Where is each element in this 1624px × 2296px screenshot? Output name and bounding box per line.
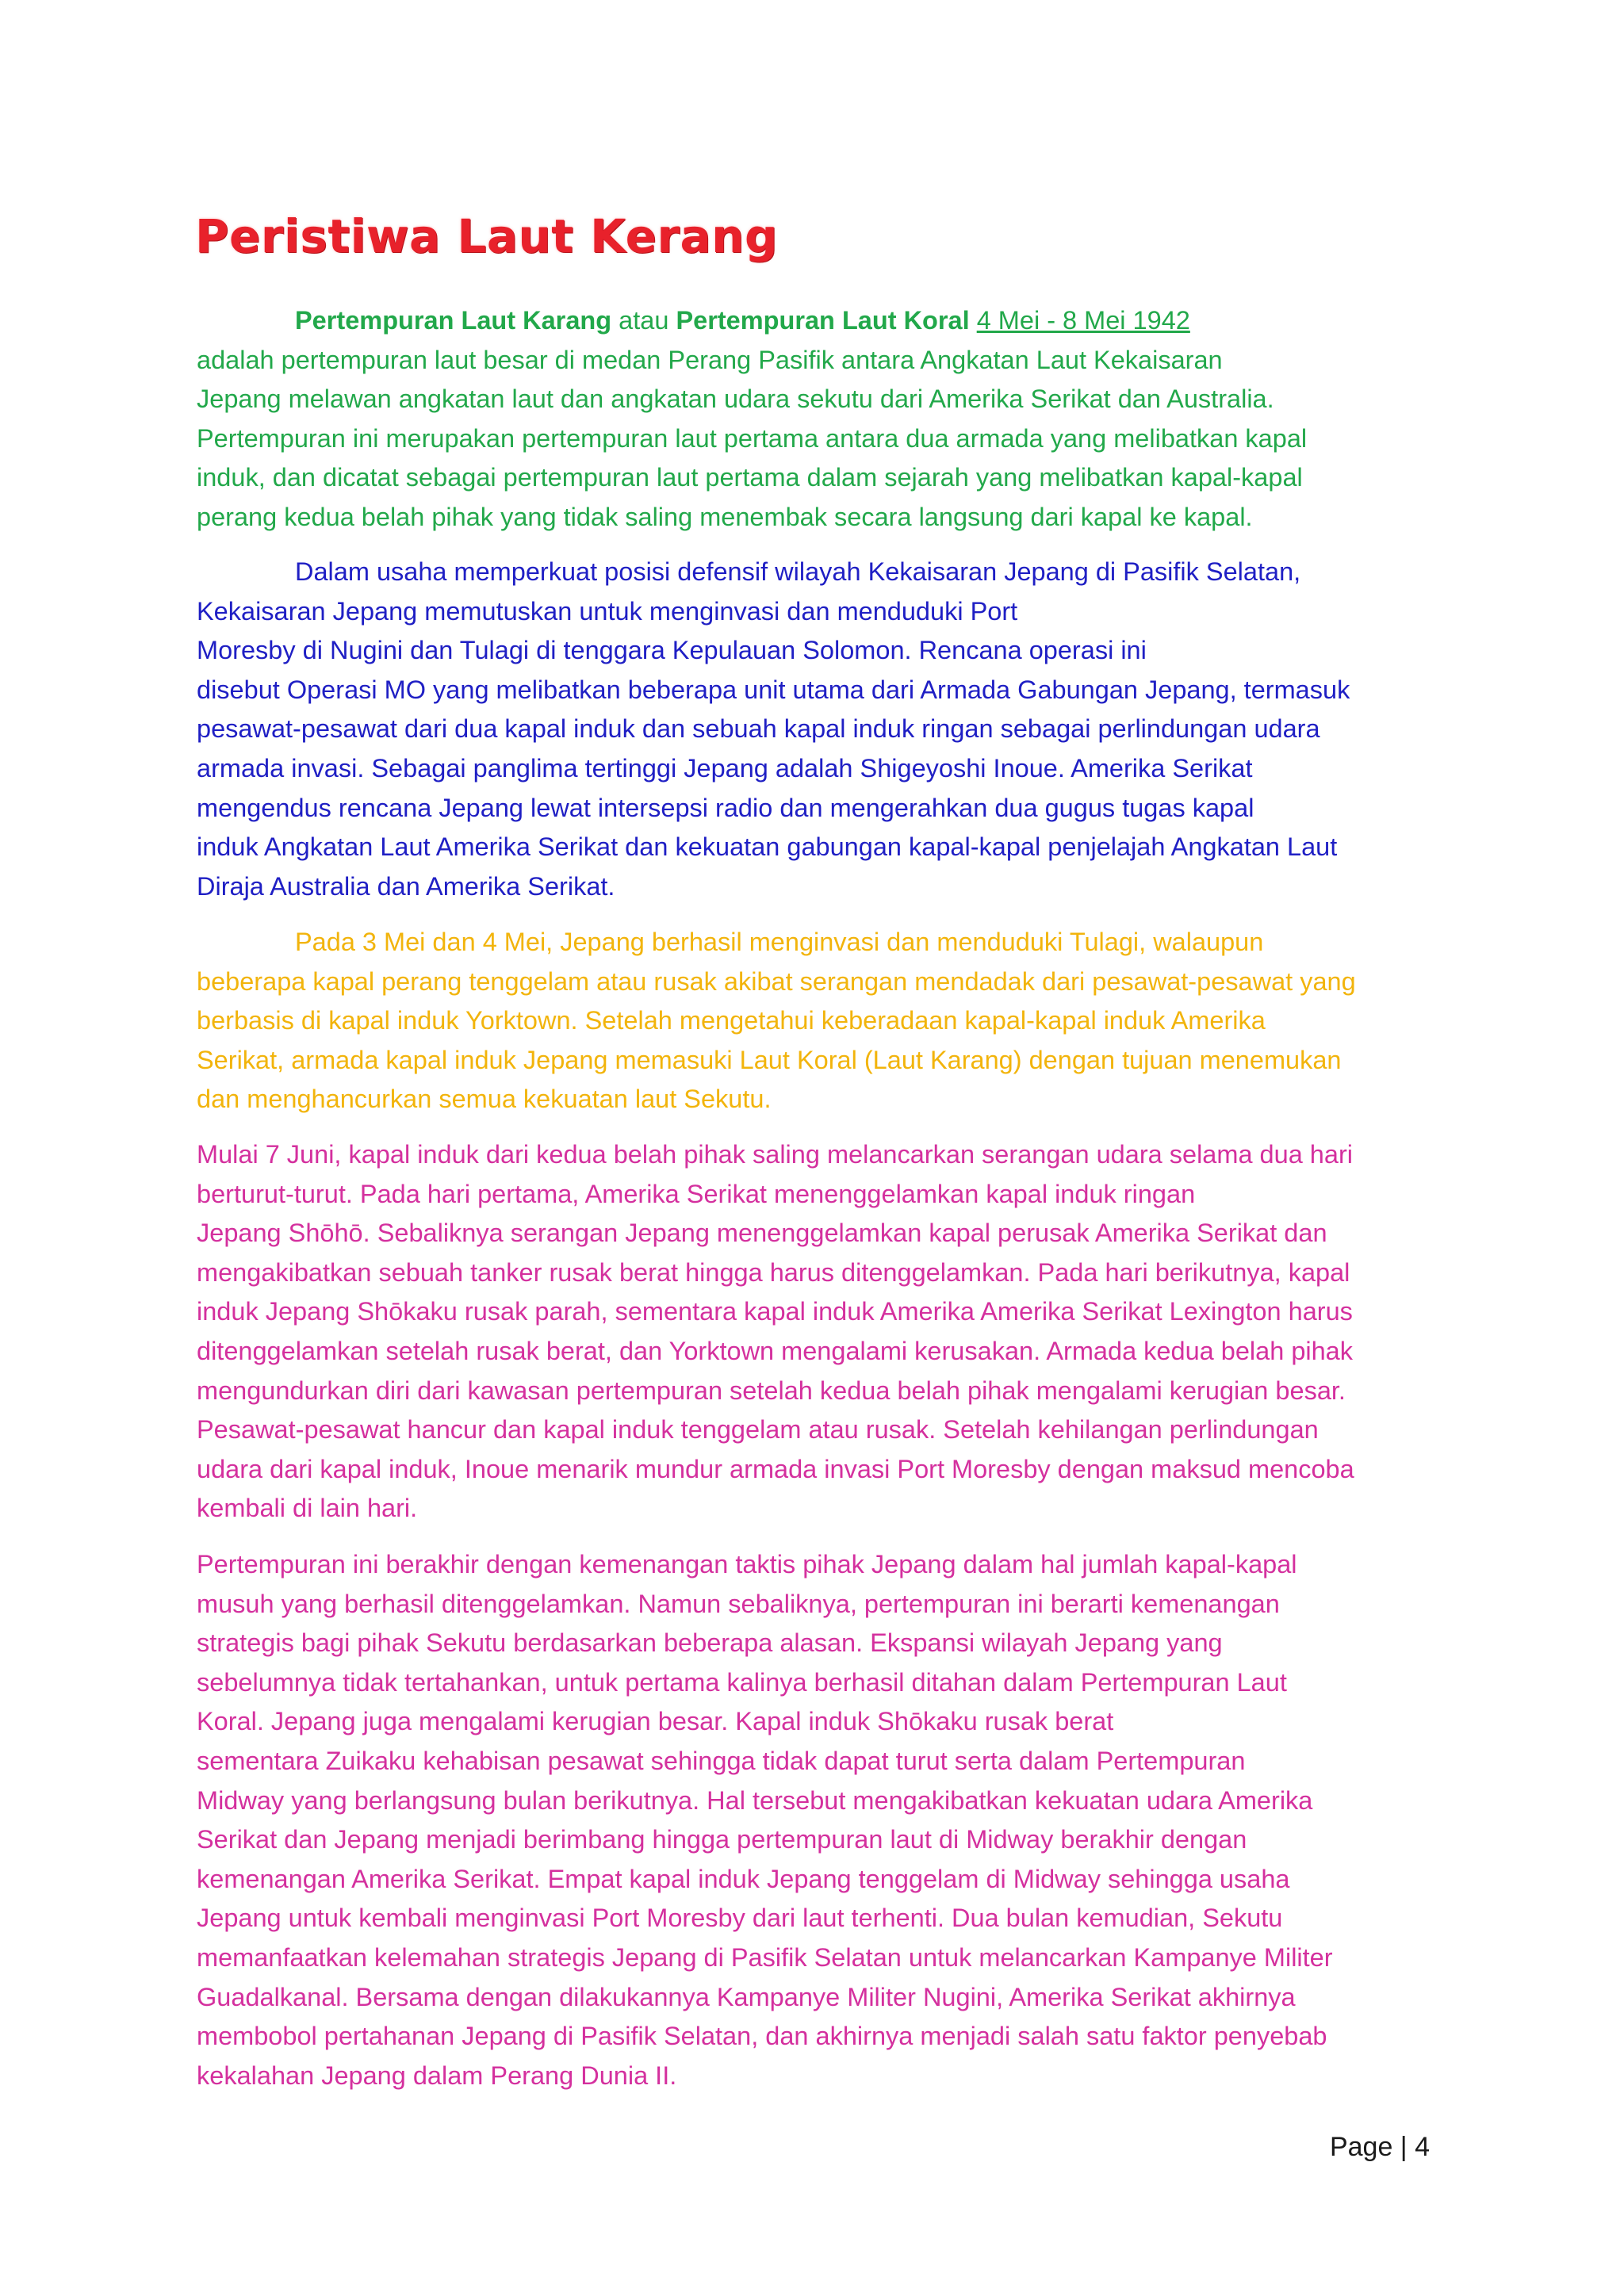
paragraph-line: Diraja Australia dan Amerika Serikat. — [197, 871, 615, 901]
paragraph-line: induk Jepang Shōkaku rusak parah, sementara kapal induk Amerika Amerika Serikat Lexington harus — [197, 1297, 1353, 1326]
paragraph-line: mengundurkan diri dari kawasan pertempuran setelah kedua belah pihak mengalami kerugian besar. — [197, 1376, 1346, 1405]
paragraph-line: Moresby di Nugini dan Tulagi di tenggara Kepulauan Solomon. Rencana operasi ini — [197, 636, 1147, 665]
connector-text: atau — [611, 306, 676, 335]
paragraph-line: pesawat-pesawat dari dua kapal induk dan sebuah kapal induk ringan sebagai perlindungan udara — [197, 714, 1320, 744]
paragraph-line: udara dari kapal induk, Inoue menarik mundur armada invasi Port Moresby dengan maksud mencoba — [197, 1454, 1354, 1483]
paragraph-line: Mulai 7 Juni, kapal induk dari kedua belah pihak saling melancarkan serangan udara selama dua hari — [197, 1140, 1353, 1169]
paragraph-line: Pertempuran ini merupakan pertempuran laut pertama antara dua armada yang melibatkan kapal — [197, 423, 1308, 453]
paragraph-2 — [197, 553, 1434, 906]
paragraph-5 — [197, 1545, 1434, 2095]
paragraph-line — [197, 301, 1434, 341]
paragraph-line: sementara Zuikaku kehabisan pesawat sehingga tidak dapat turut serta dalam Pertempuran — [197, 1746, 1246, 1775]
battle-name-karang: Pertempuran Laut Karang — [295, 306, 612, 335]
page-number: Page | 4 — [1329, 2132, 1430, 2162]
paragraph-line: Serikat dan Jepang menjadi berimbang hingga pertempuran laut di Midway berakhir dengan — [197, 1825, 1247, 1854]
paragraph-line: Midway yang berlangsung bulan berikutnya. Hal tersebut mengakibatkan kekuatan udara Amerika — [197, 1785, 1313, 1815]
paragraph-line: dan menghancurkan semua kekuatan laut Sekutu. — [197, 1085, 772, 1114]
paragraph-4 — [197, 1135, 1434, 1529]
space-text — [970, 306, 977, 335]
paragraph-line: strategis bagi pihak Sekutu berdasarkan beberapa alasan. Ekspansi wilayah Jepang yang — [197, 1628, 1223, 1658]
paragraph-line: berturut-turut. Pada hari pertama, Amerika Serikat menenggelamkan kapal induk ringan — [197, 1179, 1196, 1208]
paragraph-line: Pada 3 Mei dan 4 Mei, Jepang berhasil menginvasi dan menduduki Tulagi, walaupun — [295, 928, 1264, 956]
battle-date-link[interactable]: 4 Mei - 8 Mei 1942 — [976, 306, 1190, 335]
paragraph-line: ditenggelamkan setelah rusak berat, dan Yorktown mengalami kerusakan. Armada kedua belah pihak — [197, 1336, 1354, 1365]
paragraph-line: beberapa kapal perang tenggelam atau rusak akibat serangan mendadak dari pesawat-pesawat yang — [197, 966, 1356, 996]
paragraph-line: Guadalkanal. Bersama dengan dilakukannya Kampanye Militer Nugini, Amerika Serikat akhirnya — [197, 1982, 1296, 2011]
paragraph-line: perang kedua belah pihak yang tidak saling menembak secara langsung dari kapal ke kapal. — [197, 502, 1253, 531]
paragraph-line: disebut Operasi MO yang melibatkan beberapa unit utama dari Armada Gabungan Jepang, termasuk — [197, 675, 1350, 704]
paragraph-line: musuh yang berhasil ditenggelamkan. Namun sebaliknya, pertempuran ini berarti kemenangan — [197, 1589, 1280, 1618]
paragraph-line: Jepang Shōhō. Sebaliknya serangan Jepang menenggelamkan kapal perusak Amerika Serikat dan — [197, 1219, 1327, 1248]
paragraph-1 — [197, 301, 1434, 538]
paragraph-line: kemenangan Amerika Serikat. Empat kapal induk Jepang tenggelam di Midway sehingga usaha — [197, 1864, 1290, 1893]
paragraph-line: membobol pertahanan Jepang di Pasifik Selatan, dan akhirnya menjadi salah satu faktor penyebab — [197, 2022, 1327, 2051]
paragraph-line: induk, dan dicatat sebagai pertempuran laut pertama dalam sejarah yang melibatkan kapal-kapal — [197, 463, 1303, 492]
paragraph-line: mengendus rencana Jepang lewat intersepsi radio dan mengerahkan dua gugus tugas kapal — [197, 793, 1254, 822]
paragraph-line: kekalahan Jepang dalam Perang Dunia II. — [197, 2061, 677, 2090]
paragraph-line: Pesawat-pesawat hancur dan kapal induk tenggelam atau rusak. Setelah kehilangan perlindungan — [197, 1415, 1319, 1445]
paragraph-line: Dalam usaha memperkuat posisi defensif wilayah Kekaisaran Jepang di Pasifik Selatan, — [295, 557, 1301, 586]
paragraph-line: Jepang untuk kembali menginvasi Port Moresby dari laut terhenti. Dua bulan kemudian, Sekutu — [197, 1904, 1283, 1933]
page-title: Peristiwa Laut Kerang — [195, 209, 778, 263]
paragraph-line: adalah pertempuran laut besar di medan Perang Pasifik antara Angkatan Laut Kekaisaran — [197, 345, 1223, 374]
paragraph-line: Pertempuran ini berakhir dengan kemenangan taktis pihak Jepang dalam hal jumlah kapal-kapal — [197, 1550, 1297, 1578]
paragraph-line: Jepang melawan angkatan laut dan angkatan udara sekutu dari Amerika Serikat dan Australia. — [197, 385, 1274, 414]
paragraph-line: memanfaatkan kelemahan strategis Jepang di Pasifik Selatan untuk melancarkan Kampanye Militer — [197, 1942, 1333, 1972]
paragraph-line: mengakibatkan sebuah tanker rusak berat hingga harus ditenggelamkan. Pada hari berikutnya, kapal — [197, 1257, 1350, 1287]
paragraph-line: Kekaisaran Jepang memutuskan untuk menginvasi dan menduduki Port — [197, 596, 1018, 626]
paragraph-line: berbasis di kapal induk Yorktown. Setelah mengetahui keberadaan kapal-kapal induk Amerika — [197, 1006, 1266, 1035]
paragraph-line: induk Angkatan Laut Amerika Serikat dan kekuatan gabungan kapal-kapal penjelajah Angkatan Laut — [197, 832, 1338, 862]
battle-name-koral: Pertempuran Laut Koral — [676, 306, 970, 335]
paragraph-line: Koral. Jepang juga mengalami kerugian besar. Kapal induk Shōkaku rusak berat — [197, 1707, 1114, 1736]
paragraph-line: kembali di lain hari. — [197, 1494, 418, 1523]
paragraph-line: Serikat, armada kapal induk Jepang memasuki Laut Koral (Laut Karang) dengan tujuan menemukan — [197, 1045, 1342, 1074]
paragraph-line: armada invasi. Sebagai panglima tertinggi Jepang adalah Shigeyoshi Inoue. Amerika Serikat — [197, 753, 1253, 783]
paragraph-3 — [197, 923, 1434, 1119]
paragraph-line: sebelumnya tidak tertahankan, untuk pertama kalinya berhasil ditahan dalam Pertempuran Laut — [197, 1667, 1287, 1697]
